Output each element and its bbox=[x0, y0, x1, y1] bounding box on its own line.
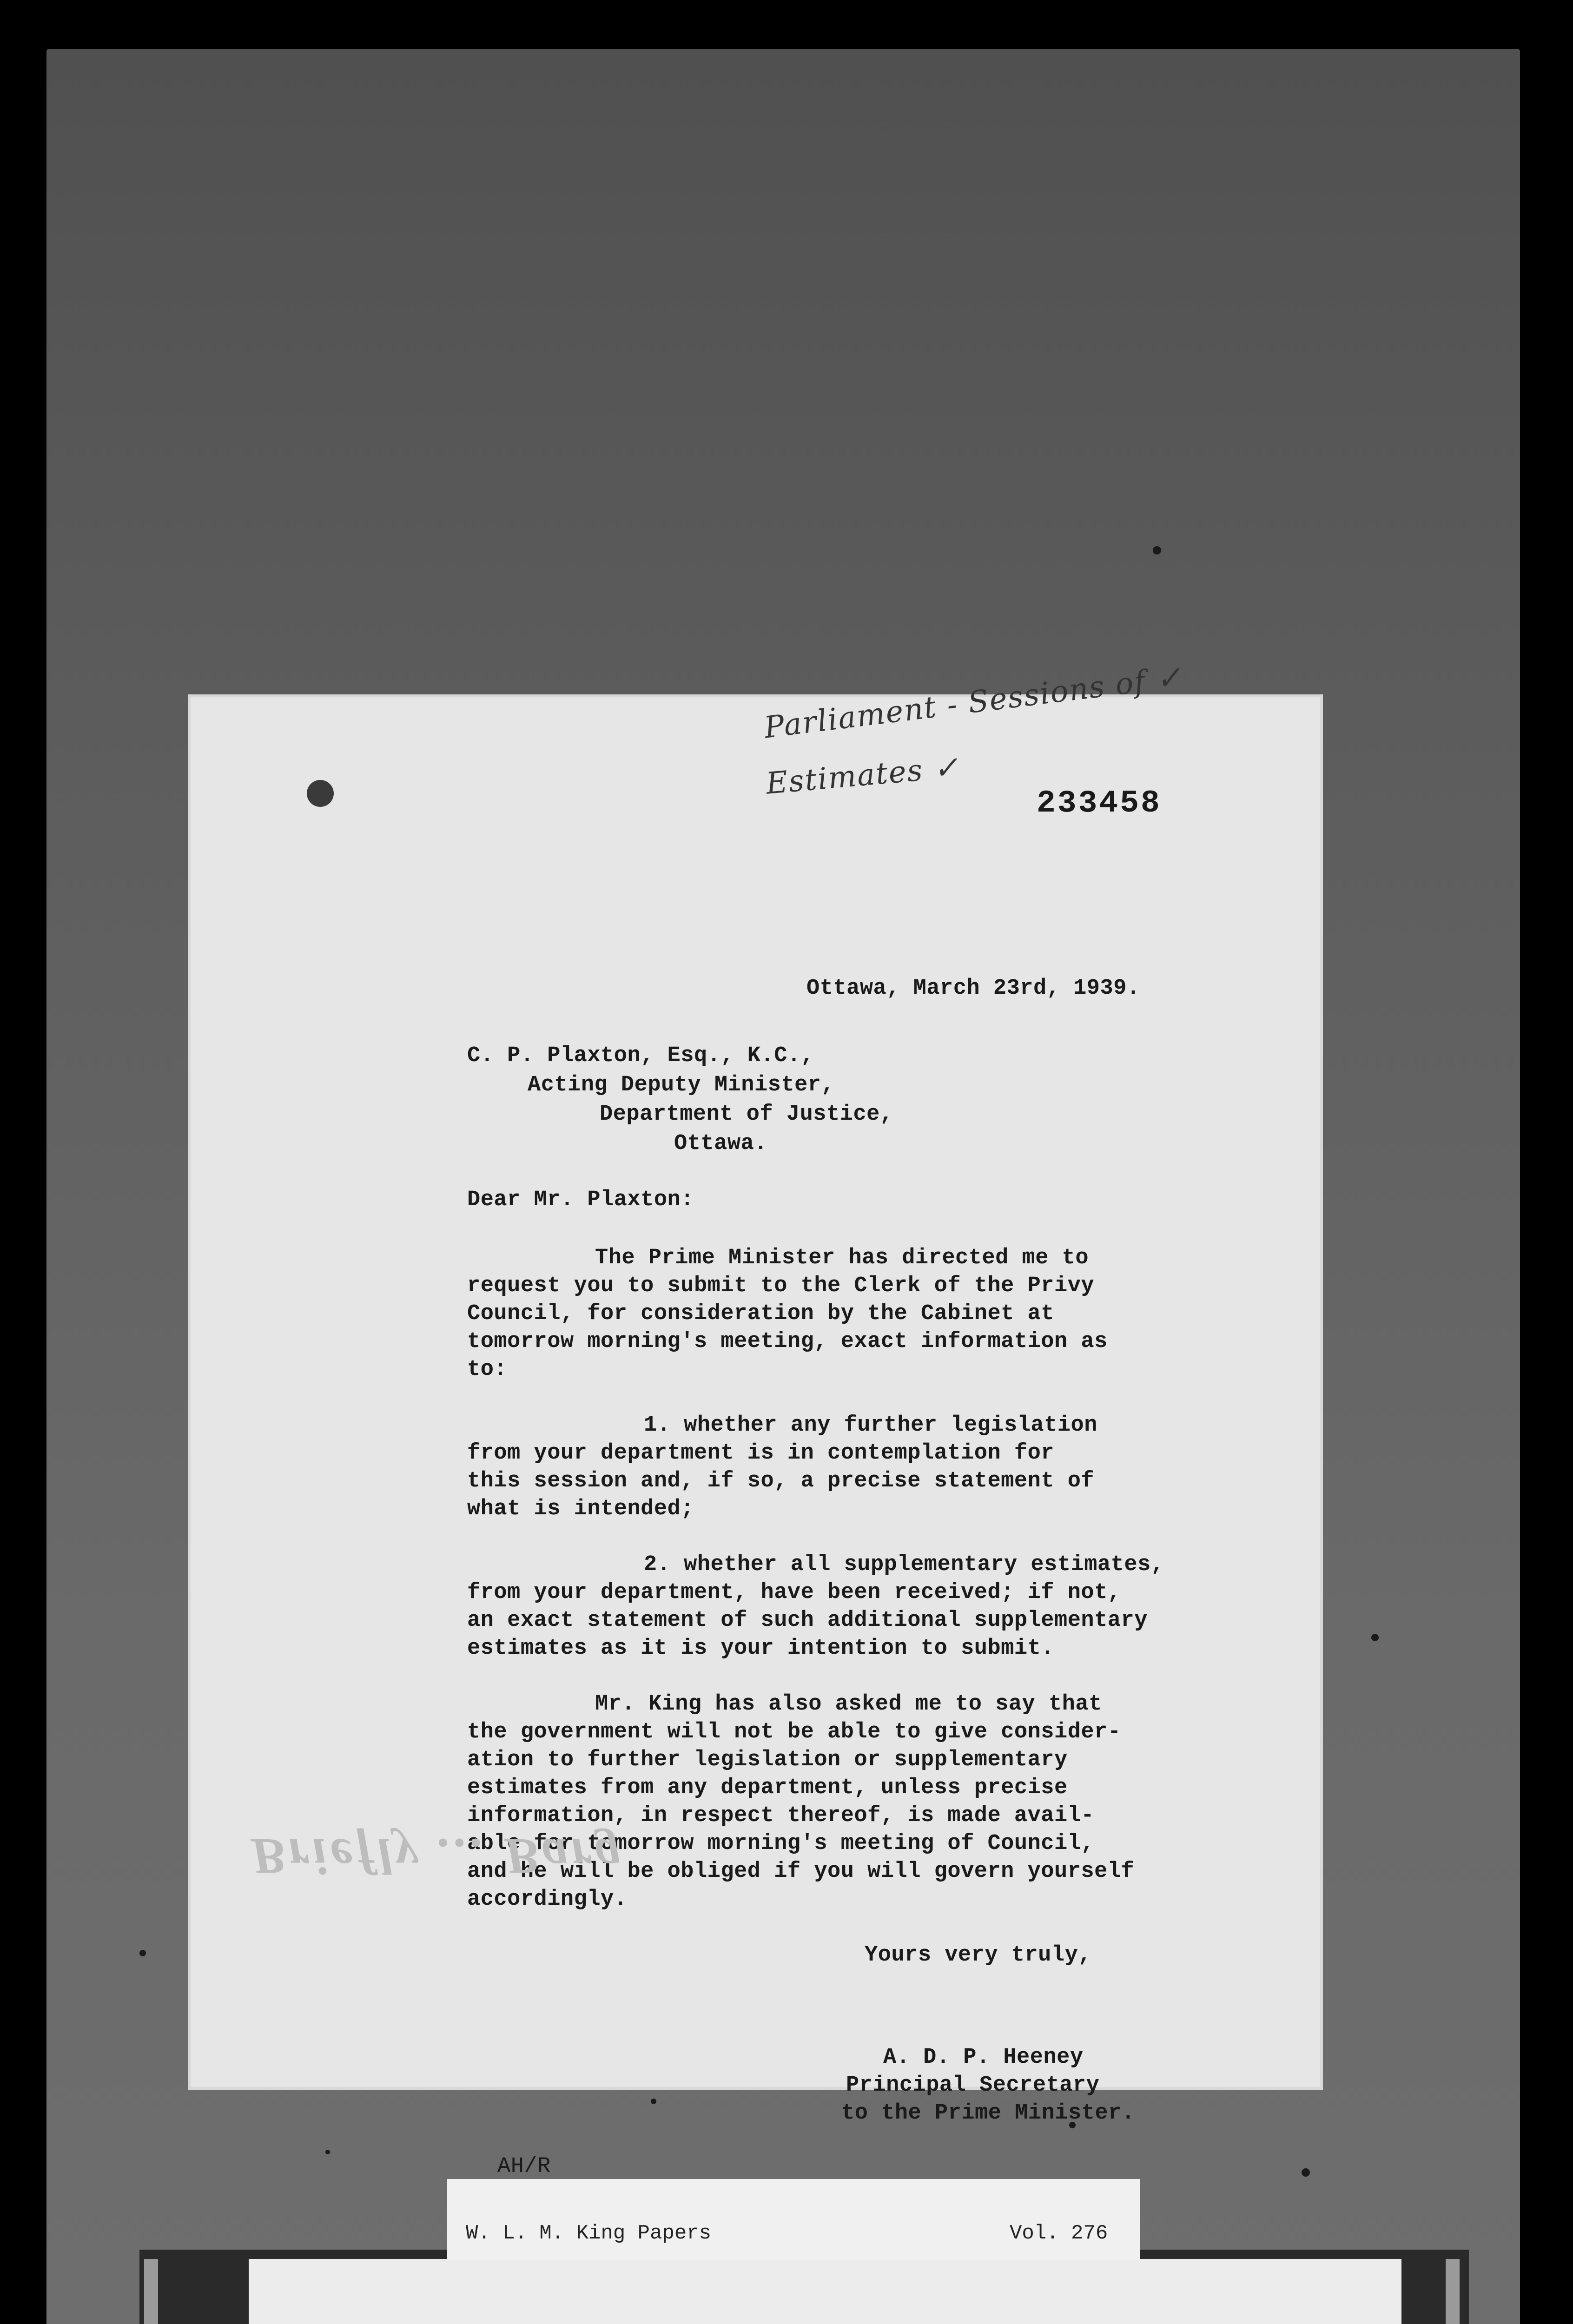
collection-label bbox=[447, 2179, 1140, 2260]
list-item-line: from your department, have been received; if not, bbox=[467, 1580, 1121, 1605]
addressee-line: C. P. Plaxton, Esq., K.C., bbox=[467, 1043, 814, 1068]
paragraph-line: request you to submit to the Clerk of the Privy bbox=[467, 1274, 1095, 1298]
paragraph-line: Mr. King has also asked me to say that bbox=[595, 1692, 1102, 1717]
list-item-line: 2. whether all supplementary estimates, bbox=[644, 1552, 1164, 1577]
volume-number: Vol. 276 bbox=[1010, 2222, 1108, 2245]
handwritten-note-estimates: Estimates ✓ bbox=[765, 750, 961, 801]
mount-speck bbox=[1153, 546, 1161, 555]
signature-title: Principal Secretary bbox=[846, 2073, 1100, 2098]
backing-edge bbox=[1446, 2259, 1460, 2324]
list-item-line: from your department is in contemplation for bbox=[467, 1441, 1055, 1466]
paragraph-line: Council, for consideration by the Cabinet at bbox=[467, 1301, 1055, 1326]
archives-stamp bbox=[249, 2259, 1401, 2324]
mount-speck bbox=[651, 2099, 656, 2104]
paragraph-line: tomorrow morning's meeting, exact information as bbox=[467, 1329, 1108, 1354]
paragraph-line: estimates from any department, unless precise bbox=[467, 1776, 1068, 1800]
list-item-line: 1. whether any further legislation bbox=[644, 1413, 1097, 1438]
bleed-through-text: Briefly ... Barg bbox=[251, 1828, 625, 1885]
addressee-line: Acting Deputy Minister, bbox=[528, 1073, 835, 1097]
typist-initials: AH/R bbox=[497, 2154, 551, 2179]
backing-edge bbox=[144, 2259, 158, 2324]
paragraph-line: ation to further legislation or supplementary bbox=[467, 1748, 1068, 1772]
collection-name: W. L. M. King Papers bbox=[466, 2222, 712, 2245]
paragraph-line: accordingly. bbox=[467, 1887, 628, 1912]
closing: Yours very truly, bbox=[865, 1943, 1091, 1967]
letter-date: Ottawa, March 23rd, 1939. bbox=[806, 976, 1140, 1001]
paragraph-line: to: bbox=[467, 1357, 508, 1382]
paragraph-line: the government will not be able to give consider- bbox=[467, 1720, 1121, 1744]
mount-speck bbox=[1371, 1634, 1379, 1641]
paragraph-line: and he will be obliged if you will govern yourself bbox=[467, 1859, 1135, 1884]
signature-title: to the Prime Minister. bbox=[841, 2101, 1135, 2126]
mount-speck bbox=[325, 2150, 330, 2154]
addressee-line: Department of Justice, bbox=[600, 1102, 893, 1127]
signature-name: A. D. P. Heeney bbox=[883, 2045, 1084, 2070]
salutation: Dear Mr. Plaxton: bbox=[467, 1188, 694, 1212]
document-number: 233458 bbox=[1037, 786, 1162, 821]
letter-page bbox=[191, 660, 1320, 2179]
list-item-line: this session and, if so, a precise statement of bbox=[467, 1469, 1095, 1493]
handwritten-note-subject: Parliament - Sessions of ✓ bbox=[762, 660, 1184, 746]
list-item-line: estimates as it is your intention to submit. bbox=[467, 1636, 1055, 1661]
paragraph-line: information, in respect thereof, is made avail- bbox=[467, 1803, 1095, 1828]
paragraph-line: able for tomorrow morning's meeting of Council, bbox=[467, 1831, 1095, 1856]
paragraph-line: The Prime Minister has directed me to bbox=[595, 1246, 1089, 1270]
addressee-line: Ottawa. bbox=[674, 1131, 767, 1156]
mount-speck bbox=[1302, 2168, 1310, 2177]
mount-speck bbox=[139, 1950, 146, 1956]
list-item-line: an exact statement of such additional supplementary bbox=[467, 1608, 1148, 1633]
list-item-line: what is intended; bbox=[467, 1497, 694, 1521]
punch-hole bbox=[307, 780, 334, 807]
